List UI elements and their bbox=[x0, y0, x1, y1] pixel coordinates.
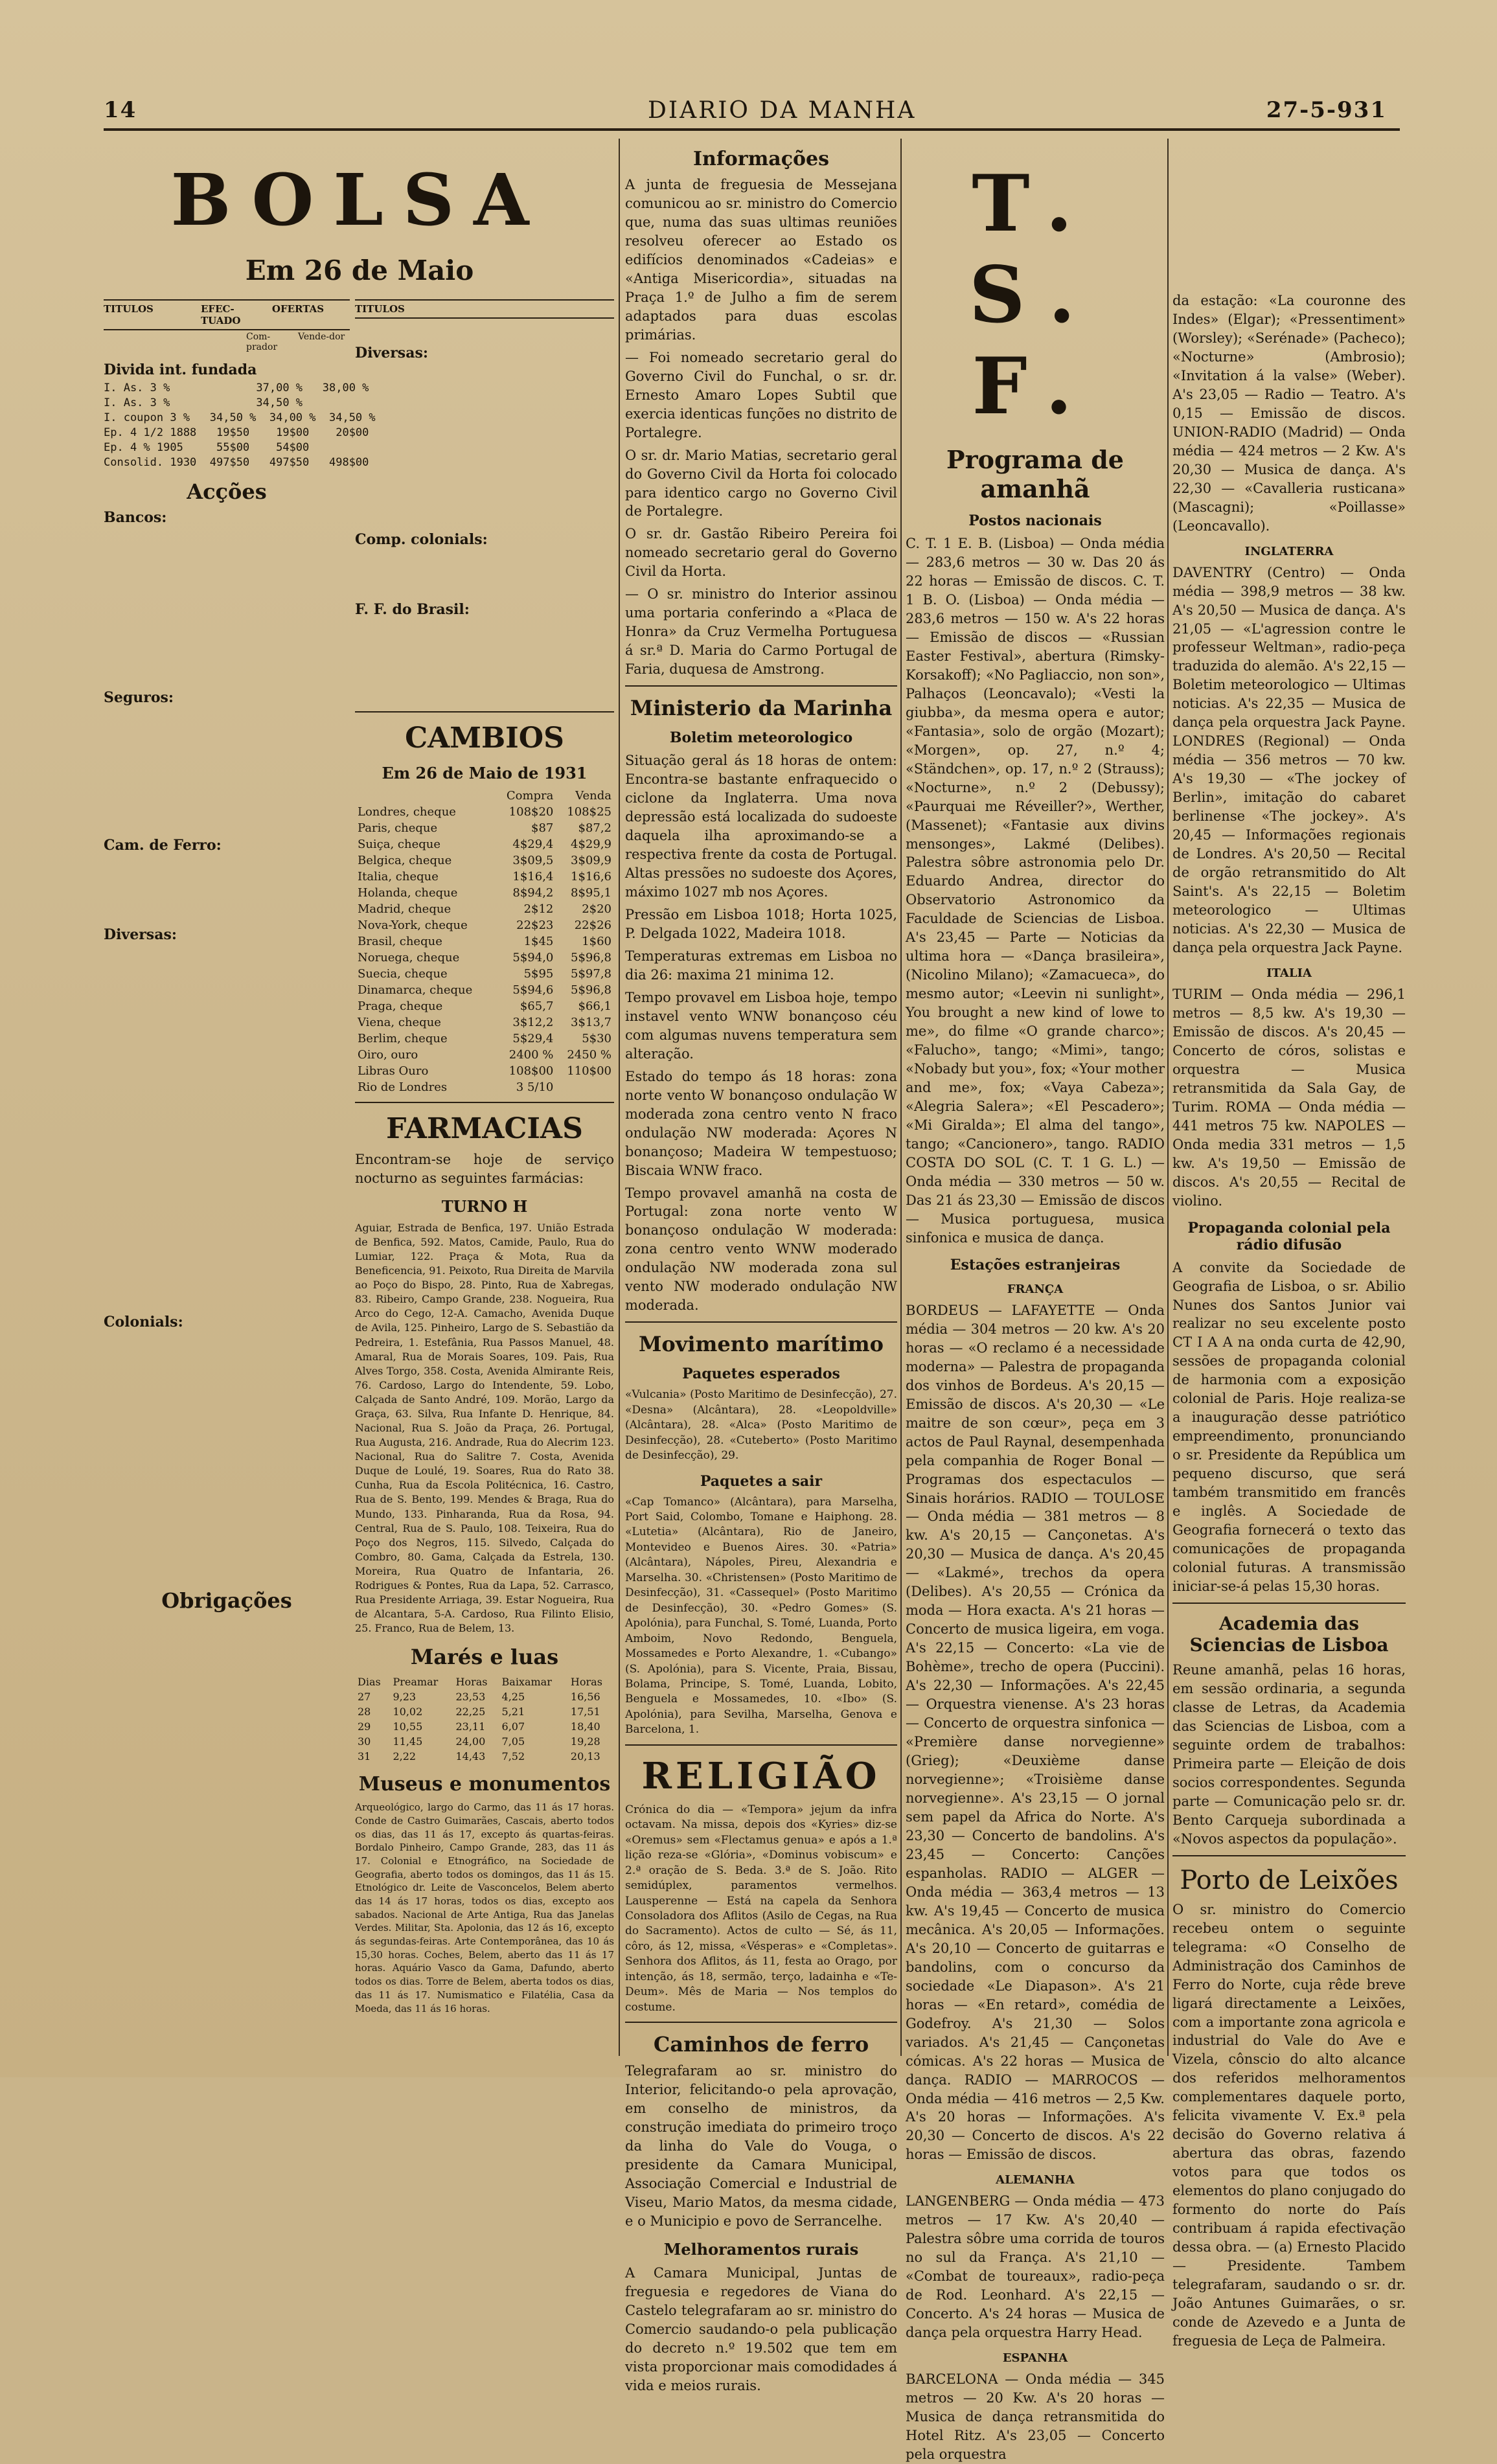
italia-text: TURIM — Onda média — 296,1 metros — 8,5 kw. A's 19,30 — Emissão de discos. A's 20,45 — Concerto de córos, solistas e orquestra — Musica retransmitida da Sala Gay, de Turim. ROMA — Onda média — 441 metros 75 kw. NAPOLES — Onda media 331 metros — 1,5 kw. A's 19,50 — Emissão de discos. A's 20,55 — Recital de violino. bbox=[1172, 986, 1406, 1209]
cambios-venda: 2$20 bbox=[582, 902, 611, 916]
cambios-row bbox=[355, 901, 614, 917]
cambios-compra: 8$94,2 bbox=[512, 886, 554, 900]
cambios-venda: 5$30 bbox=[582, 1032, 611, 1045]
informacoes-paragraph: O sr. dr. Mario Matias, secretario geral do Governo Civil da Horta foi colocado para identico cargo no Governo Civil de Portalegre. bbox=[625, 447, 897, 519]
cambios-compra: 1$45 bbox=[523, 935, 554, 948]
cambios-compra: 5$94,6 bbox=[512, 983, 554, 997]
cambios-table bbox=[355, 788, 614, 1095]
alemanha-heading: ALEMANHA bbox=[996, 2173, 1075, 2187]
marinha-paragraph: Situação geral ás 18 horas de ontem: Encontra-se bastante enfraquecido o ciclone da Inglaterra. Uma nova depressão está localizada do sudoeste daquela ilha aproximando-se a respectiva frente da costa de Portugal. Altas pressões no sudoeste dos Açores, máximo 1027 mb nos Açores. bbox=[625, 753, 897, 900]
informacoes-paragraph: — O sr. ministro do Interior assinou uma portaria conferindo a «Placa de Honra» da Cruz Vermelha Portuguesa á sr.ª D. Maria do Carmo Portugal de Faria, duquesa de Amstrong. bbox=[625, 586, 897, 678]
cambios-compra: 5$95 bbox=[523, 967, 554, 981]
academia-text: Reune amanhã, pelas 16 horas, em sessão ordinaria, a segunda classe de Letras, da Academia das Sciencias de Lisboa, com a seguinte ordem de trabalhos: Primeira parte — Eleição de dois socios correspondentes. Segunda parte — Comunicação pelo sr. dr. Bento Carqueja subordinada a «Novos aspectos da população». bbox=[1172, 1662, 1406, 1847]
informacoes-paragraph: O sr. dr. Gastão Ribeiro Pereira foi nomeado secretario geral do Governo Civil da Horta. bbox=[625, 526, 897, 580]
cam-ferro-block bbox=[104, 856, 350, 921]
section-rule bbox=[625, 685, 897, 687]
cambios-venda: 5$96,8 bbox=[571, 983, 611, 997]
mares-row bbox=[355, 1689, 614, 1704]
cambios-compra: 5$29,4 bbox=[512, 1032, 554, 1045]
cambios-row bbox=[355, 1047, 614, 1063]
section-rule bbox=[625, 2022, 897, 2023]
bolsa-right-table bbox=[355, 299, 614, 2019]
ff-brasil-heading: F. F. do Brasil: bbox=[355, 601, 470, 618]
bolsa-line: I. coupon 3 % 34,50 % 34,00 % 34,50 % bbox=[104, 411, 376, 424]
mares-col-horas: Horas bbox=[455, 1676, 488, 1689]
bolsa-column bbox=[104, 139, 615, 2056]
cambios-subtitle: Em 26 de Maio de 1931 bbox=[382, 764, 588, 782]
cambios-venda: 3$09,9 bbox=[571, 854, 611, 867]
cambios-currency: Noruega, cheque bbox=[358, 951, 460, 964]
cambios-currency: Suecia, cheque bbox=[358, 967, 448, 981]
mares-cell: 23,53 bbox=[455, 1691, 486, 1704]
cambios-venda: 1$60 bbox=[582, 935, 611, 948]
mares-row bbox=[355, 1734, 614, 1749]
mares-row bbox=[355, 1704, 614, 1719]
cambios-compra: 3 5/10 bbox=[516, 1080, 554, 1094]
diversas-heading: Diversas: bbox=[104, 926, 177, 943]
mares-table bbox=[355, 1674, 614, 1764]
cambios-compra: $87 bbox=[531, 821, 554, 835]
cambios-compra: $65,7 bbox=[520, 999, 554, 1013]
mares-cell: 7,05 bbox=[501, 1735, 525, 1748]
mares-cell: 17,51 bbox=[570, 1705, 600, 1718]
cambios-currency: Londres, cheque bbox=[358, 805, 456, 819]
marinha-paragraph: Temperaturas extremas em Lisboa no dia 26: maxima 21 minima 12. bbox=[625, 948, 897, 983]
cambios-venda: 108$25 bbox=[567, 805, 611, 819]
right-diversas-heading: Diversas: bbox=[355, 345, 428, 361]
propaganda-title: Propaganda colonial pela rádio difusão bbox=[1187, 1219, 1391, 1253]
seguros-heading: Seguros: bbox=[104, 689, 174, 706]
estrangeiras-heading: Estações estranjeiras bbox=[950, 1256, 1121, 1273]
cambios-row bbox=[355, 966, 614, 982]
cambios-row bbox=[355, 885, 614, 901]
section-rule bbox=[1172, 1855, 1406, 1856]
bolsa-table-header bbox=[104, 299, 350, 330]
sair-heading: Paquetes a sair bbox=[700, 1472, 823, 1490]
cambios-venda: 1$16,6 bbox=[571, 870, 611, 884]
leixoes-text: O sr. ministro do Comercio recebeu ontem o seguinte telegrama: «O Conselho de Administração dos Caminhos de Ferro do Norte, cuja rêde breve ligará directamente a Leixões, com a importante zona agricola e industrial do Vale do Ave e Vizela, cônscio do alto alcance dos referidos melhoramentos complementares daquele porto, felicita vivamente V. Ex.ª pela decisão do Governo relativa á abertura das obras, fazendo votos para que todos os elementos do plano conjugado do formento do norte do País contribuam á rapida efectivação dessa obra. — (a) Ernesto Placido — Presidente. Tambem telegrafaram, saudando o sr. dr. João Antunes Guimarães, o sr. conde de Azevedo e a Junta de freguesia de Leça de Palmeira. bbox=[1172, 1901, 1406, 2349]
cambios-row bbox=[355, 998, 614, 1014]
cambios-compra: 108$00 bbox=[509, 1064, 554, 1078]
tsf-title: T. S. F. bbox=[968, 158, 1102, 432]
bolsa-line: Ep. 4 1/2 1888 19$50 19$00 20$00 bbox=[104, 426, 369, 439]
mares-row bbox=[355, 1749, 614, 1764]
mares-cell: 20,13 bbox=[570, 1750, 600, 1763]
divida-heading: Divida int. fundada bbox=[104, 361, 257, 378]
cambios-compra: 2$12 bbox=[523, 902, 554, 916]
mares-col-horas: Horas bbox=[570, 1676, 602, 1689]
esperados-heading: Paquetes esperados bbox=[682, 1365, 840, 1383]
header-rule bbox=[104, 128, 1400, 131]
tsf-column bbox=[906, 139, 1165, 2462]
marinha-paragraph: Tempo provavel em Lisboa hoje, tempo instavel vento WNW bonançoso céu com algumas nuvens temperatura sem alteração. bbox=[625, 989, 897, 1062]
news-column bbox=[625, 139, 897, 2393]
right-col-titulos: TITULOS bbox=[355, 303, 405, 315]
cambios-compra: 108$20 bbox=[509, 805, 554, 819]
informacoes-paragraph: A junta de freguesia de Messejana comunicou ao sr. ministro do Comercio que, numa das suas ultimas reuniões resolveu oferecer ao Estado os edifícios denominados «Cadeias» e «Antiga Misericordia», situadas na Praça 1.º de Julho a fim de serem adaptados para duas escolas primárias. bbox=[625, 177, 897, 343]
column-divider bbox=[900, 139, 902, 2056]
mares-cell: 30 bbox=[358, 1735, 371, 1748]
melhoramentos-title: Melhoramentos rurais bbox=[663, 2239, 859, 2259]
accoes-heading: Acções bbox=[187, 479, 267, 504]
bolsa-line: I. As. 3 % 34,50 % bbox=[104, 396, 303, 409]
movimento-title: Movimento marítimo bbox=[638, 1332, 884, 1357]
colonials-heading: Colonials: bbox=[104, 1313, 183, 1330]
turno-heading: TURNO H bbox=[441, 1196, 528, 1216]
mares-cell: 10,02 bbox=[393, 1705, 423, 1718]
mares-cell: 2,22 bbox=[393, 1750, 417, 1763]
mares-cell: 7,52 bbox=[501, 1750, 525, 1763]
cambios-row bbox=[355, 917, 614, 933]
informacoes-paragraph: — Foi nomeado secretario geral do Governo Civil do Funchal, o sr. dr. Ernesto Amaro Lopes Subtil que exercia identicas funções no distrito de Portalegre. bbox=[625, 349, 897, 440]
mares-header-row bbox=[355, 1674, 614, 1689]
postos-text: C. T. 1 E. B. (Lisboa) — Onda média — 283,6 metros — 30 w. Das 20 ás 22 horas — Emissão de discos. C. T. 1 B. O. (Lisboa) — Onda média — 283,6 metros — 150 w. A's 22 horas — Emissão de discos — «Russian Easter Festival», abertura (Rimsky-Korsakoff); «No Pagliaccio, non son», Palhaços (Leoncavalo); «Vesti la giubba», da mesma opera e autor; «Fantasia», solo de orgão (Mozart); «Morgen», op. 27, n.º 4; «Ständchen», op. 17, n.º 2 (Strauss); «Nocturne», n.º 2 (Debussy); «Paurquai me Réveiller?», Werther, (Massenet); «Fantasie aux divins mensonges», Lakmé (Delibes). Palestra sôbre astronomia pelo Dr. Eduardo Andrea, director do Observatorio Astronomico da Faculdade de Sciencias de Lisboa. A's 23,45 — Parte — Noticias da ultima hora — «Dança brasileira», (Nicolino Milano); «Zamacueca», do mesmo autor; «Leevin ni sunlight», You brought a new kind of lowe to me», do filme «O grande charco»; «Falucho», tango; «Mimi», tango; «Nobady but you», fox; «Your mother and me», fox; «Vaya Cabeza»; «Alegria Salera»; «El Pescadero»; «Mi Giralda»; El alma del tango», tango; «Cancionero», tango. RADIO COSTA DO SOL (C. T. 1 G. L.) — Onda média — 330 metros — 50 w. Das 21 ás 23,30 — Emissão de discos — Musica portuguesa, musica sinfonica e musica de dança. bbox=[906, 536, 1165, 1246]
bancos-block bbox=[104, 529, 350, 684]
cambios-venda: 5$96,8 bbox=[571, 951, 611, 964]
cambios-row bbox=[355, 933, 614, 950]
cambios-currency: Paris, cheque bbox=[358, 821, 438, 835]
caminhos-title: Caminhos de ferro bbox=[653, 2032, 869, 2057]
col-vendedor: Vende-dor bbox=[298, 332, 345, 342]
cambios-compra: 2400 % bbox=[509, 1048, 554, 1062]
cambios-currency: Rio de Londres bbox=[358, 1080, 448, 1094]
mares-col-dias: Dias bbox=[358, 1676, 381, 1689]
cambios-col-venda: Venda bbox=[575, 789, 611, 803]
marinha-subtitle: Boletim meteorologico bbox=[669, 729, 853, 747]
mares-cell: 11,45 bbox=[393, 1735, 423, 1748]
franca-heading: FRANÇA bbox=[1007, 1282, 1064, 1296]
marinha-paragraph: Estado do tempo ás 18 horas: zona norte vento W bonançoso ondulação W moderada zona centro vento N fraco ondulação NW moderada: Açores N bonançoso; Madeira W tempestuoso; Biscaia WNW fraco. bbox=[625, 1068, 897, 1178]
cambios-venda: 110$00 bbox=[567, 1064, 611, 1078]
cambios-currency: Suiça, cheque bbox=[358, 838, 441, 851]
cambios-venda: 2450 % bbox=[567, 1048, 611, 1062]
section-rule bbox=[1172, 1603, 1406, 1604]
cambios-row bbox=[355, 950, 614, 966]
cambios-currency: Belgica, cheque bbox=[358, 854, 452, 867]
cambios-col-compra: Compra bbox=[506, 789, 554, 803]
mares-cell: 10,55 bbox=[393, 1720, 423, 1733]
mares-cell: 23,11 bbox=[455, 1720, 486, 1733]
column-divider bbox=[619, 139, 620, 2056]
marinha-paragraph: Pressão em Lisboa 1018; Horta 1025, P. Delgada 1022, Madeira 1018. bbox=[625, 906, 897, 941]
cambios-currency: Holanda, cheque bbox=[358, 886, 458, 900]
cambios-venda bbox=[556, 1079, 614, 1095]
museus-text: Arqueológico, largo do Carmo, das 11 ás 17 horas. Conde de Castro Guimarães, Cascais, aberto todos os dias, das 11 ás 17, excepto ás quartas-feiras. Bordalo Pinheiro, Campo Grande, 283, das 11 ás 17. Colonial e Etnográfico, na Sociedade de Geografia, aberto todos os domingos, das 11 ás 15. Etnológico dr. Leite de Vasconcelos, Belem aberto das 14 ás 17 horas, todos os dias, excepto aos sabados. Nacional de Arte Antiga, Rua das Janelas Verdes. Militar, Sta. Apolonia, das 12 ás 16, excepto ás segundas-feiras. Arte Contemporânea, das 10 ás 15,30 horas. Coches, Belem, aberto das 11 ás 17 horas. Aquário Vasco da Gama, Dafundo, aberto todos os dias. Torre de Belem, aberta todos os dias, das 11 ás 17. Numismatico e Filatélia, Casa da Moeda, das 11 ás 16 horas. bbox=[355, 1801, 614, 2014]
mares-cell: 18,40 bbox=[570, 1720, 600, 1733]
caminhos-text: Telegrafaram ao sr. ministro do Interior, felicitando-o pela aprovação, em conselho de ministros, da construção imediata do primeiro troço da linha do Vale do Vouga, o presidente da Camara Municipal, Associação Comercial e Industrial de Viseu, Mario Matos, da mesma cidade, e o Municipio e povo de Serrancelhe. bbox=[625, 2063, 897, 2229]
cambios-header-row bbox=[355, 788, 614, 804]
issue-date: 27-5-931 bbox=[1266, 97, 1387, 123]
cambios-venda: $87,2 bbox=[578, 821, 611, 835]
tsf-continued-column bbox=[1172, 139, 1406, 2349]
col4-text: da estação: «La couronne des Indes» (Elgar); «Pressentiment» (Worsley); «Serénade» (Pacheco); «Nocturne» (Ambrosio); «Invitation á la valse» (Weber). A's 23,05 — Radio — Teatro. A's 0,15 — Emissão de discos. UNION-RADIO (Madrid) — Onda média — 424 metros — 2 Kw. A's 20,30 — Musica de dança. A's 22,30 — «Cavalleria rusticana» (Mascagni); «Poillasse» (Leoncavallo). bbox=[1172, 293, 1406, 534]
cambios-venda: $66,1 bbox=[578, 999, 611, 1013]
mares-cell: 9,23 bbox=[393, 1691, 417, 1704]
cambios-currency: Viena, cheque bbox=[358, 1016, 441, 1029]
comp-colonials-heading: Comp. colonials: bbox=[355, 531, 488, 548]
col-ofertas: OFERTAS bbox=[271, 303, 325, 315]
cambios-currency: Praga, cheque bbox=[358, 999, 443, 1013]
mares-row bbox=[355, 1719, 614, 1734]
cambios-row bbox=[355, 1031, 614, 1047]
mares-cell: 22,25 bbox=[455, 1705, 486, 1718]
museus-title: Museus e monumentos bbox=[358, 1773, 611, 1796]
bancos-heading: Bancos: bbox=[104, 508, 167, 526]
religiao-title: RELIGIÃO bbox=[641, 1754, 881, 1797]
franca-text: BORDEUS — LAFAYETTE — Onda média — 304 metros — 20 kw. A's 20 horas — «O reclamo é a necessidade moderna» — Palestra de propaganda dos vinhos de Bordeus. A's 20,15 — Emissão de discos. A's 20,30 — «Le maitre de son cœur», peça em 3 actos de Paul Raynal, desempenhada pela companhia de Roger Bonal — Programas dos espectaculos — Sinais horários. RADIO — TOULOSE — Onda média — 381 metros — 8 kw. A's 20,15 — Cançonetas. A's 20,30 — Musica de dança. A's 20,45 — «Lakmé», trechos da opera (Delibes). A's 20,55 — Crónica da moda — Hora exacta. A's 21 horas — Concerto de musica ligeira, em voga. A's 22,15 — Concerto: «La vie de Bohème», trecho de opera (Puccini). A's 22,30 — Informações. A's 22,45 — Orquestra vienense. A's 23 horas — Concerto de orquestra sinfonica — «Première danse norvegienne» (Grieg); «Deuxième danse norvegienne»; «Troisième danse norvegienne». A's 23,15 — O jornal sem papel da Africa do Norte. A's 23,30 — Concerto de bandolins. A's 23,45 — Concerto: Canções espanholas. RADIO — ALGER — Onda média — 363,4 metros — 13 kw. A's 19,45 — Concerto de musica mecânica. A's 20,05 — Informações. A's 20,10 — Concerto de guitarras e bandolins, com o concurso da sociedade «Le Diapason». A's 21 horas — «En retard», comédia de Godefroy. A's 21,30 — Solos variados. A's 21,45 — Cançonetas cómicas. A's 22 horas — Musica de dança. RADIO — MARROCOS — Onda média — 416 metros — 2,5 Kw. A's 20 horas — Informações. A's 20,30 — Concerto de discos. A's 22 horas — Emissão de discos. bbox=[906, 1302, 1165, 2163]
mares-cell: 24,00 bbox=[455, 1735, 486, 1748]
leixoes-title: Porto de Leixões bbox=[1180, 1865, 1399, 1895]
cambios-currency: Libras Ouro bbox=[358, 1064, 429, 1078]
cambios-row bbox=[355, 982, 614, 998]
ff-brasil-block bbox=[355, 621, 614, 705]
section-rule bbox=[625, 1321, 897, 1323]
col-efectuado: EFEC-TUADO bbox=[201, 303, 241, 326]
postos-heading: Postos nacionais bbox=[968, 512, 1102, 529]
col-titulos: TITULOS bbox=[104, 303, 154, 315]
bolsa-line: Consolid. 1930 497$50 497$50 498$00 bbox=[104, 455, 369, 469]
bolsa-line: Ep. 4 % 1905 55$00 54$00 bbox=[104, 440, 310, 454]
cambios-row bbox=[355, 1063, 614, 1079]
obrigacoes-heading: Obrigações bbox=[161, 1588, 292, 1613]
newspaper-title: DIARIO DA MANHA bbox=[648, 97, 917, 124]
right-table-header bbox=[355, 299, 614, 319]
cambios-row bbox=[355, 852, 614, 869]
cambios-venda: 5$97,8 bbox=[571, 967, 611, 981]
comp-colonials-block bbox=[355, 551, 614, 596]
cambios-compra: 4$29,4 bbox=[512, 838, 554, 851]
melhoramentos-text: A Camara Municipal, Juntas de freguesia e regedores de Viana do Castelo telegrafaram ao sr. ministro do Comercio saudando-o pela publicação do decreto n.º 19.502 que tem em vista proporcionar mais comodidades á vida e meios rurais. bbox=[625, 2264, 897, 2393]
cambios-currency: Brasil, cheque bbox=[358, 935, 442, 948]
italia-heading: ITALIA bbox=[1266, 966, 1312, 980]
cambios-currency: Dinamarca, cheque bbox=[358, 983, 473, 997]
bolsa-line: I. As. 3 % 37,00 % 38,00 % bbox=[104, 382, 369, 394]
colonials-block bbox=[104, 1333, 350, 1579]
section-rule bbox=[355, 711, 614, 713]
cambios-venda: 22$26 bbox=[574, 918, 611, 932]
farmacias-text: Aguiar, Estrada de Benfica, 197. União Estrada de Benfica, 592. Matos, Camide, Paulo, Rua do Lumiar, 122. Praça & Mota, Rua da Beneficencia, 91. Peixoto, Rua Direita de Marvila ao Poço do Bispo, 28. Pinto, Rua de Xabregas, 83. Ribeiro, Campo Grande, 238. Nogueira, Rua Arco do Cego, 12-A. Camacho, Avenida Duque de Avila, 125. Pinheiro, Largo de S. Sebastião da Pedreira, 1. Estefânia, Rua Passos Manuel, 48. Amaral, Rua de Morais Soares, 109. Pais, Rua Alves Torgo, 358. Costa, Avenida Almirante Reis, 76. Cardoso, Largo do Intendente, 59. Lobo, Calçada de Santo André, 109. Morão, Largo da Graça, 63. Silva, Rua Infante D. Henrique, 84. Nacional, Rua S. João da Praça, 26. Portugal, Rua Augusta, 216. Andrade, Rua do Alecrim 123. Nacional, Rua do Salitre 7. Costa, Avenida Duque de Loulé, 19. Soares, Rua do Rato 38. Cunha, Rua da Escola Politécnica, 16. Castro, Rua de S. Bento, 199. Mendes & Braga, Rua do Mundo, 133. Pinharanda, Rua da Rosa, 94. Central, Rua de S. Paulo, 108. Teixeira, Rua do Poço dos Negros, 115. Silvedo, Calçada do Combro, 80. Gama, Calçada da Estrela, 130. Moreira, Rua Quatro de Infantaria, 26. Rodrigues & Pontes, Rua da Lapa, 52. Carrasco, Rua Presidente Arriaga, 39. Estar Nogueira, Rua de Alcantara, 5-A. Cardoso, Rua Filinto Elisio, 25. Franco, Rua de Belem, 13. bbox=[355, 1221, 614, 1635]
espanha-heading: ESPANHA bbox=[1002, 2351, 1068, 2366]
cambios-venda: 4$29,9 bbox=[571, 838, 611, 851]
cambios-compra: 1$16,4 bbox=[512, 870, 554, 884]
cambios-currency: Oiro, ouro bbox=[358, 1048, 418, 1062]
mares-cell: 27 bbox=[358, 1691, 371, 1704]
mares-cell: 28 bbox=[358, 1705, 371, 1718]
cambios-currency: Italia, cheque bbox=[358, 870, 439, 884]
cambios-compra: 22$23 bbox=[516, 918, 554, 932]
cambios-compra: 3$12,2 bbox=[512, 1016, 554, 1029]
mares-cell: 14,43 bbox=[455, 1750, 486, 1763]
mares-cell: 19,28 bbox=[570, 1735, 600, 1748]
farmacias-title: FARMACIAS bbox=[386, 1112, 583, 1145]
inglaterra-heading: INGLATERRA bbox=[1244, 544, 1334, 558]
cambios-row bbox=[355, 836, 614, 852]
cambios-row bbox=[355, 820, 614, 836]
col-comprador: Com-prador bbox=[246, 332, 278, 352]
section-rule bbox=[625, 1744, 897, 1746]
mares-col-baixamar: Baixamar bbox=[501, 1676, 552, 1689]
page-number: 14 bbox=[104, 97, 137, 123]
cambios-compra: 5$94,0 bbox=[512, 951, 554, 964]
cambios-row bbox=[355, 1014, 614, 1031]
mares-cell: 31 bbox=[358, 1750, 371, 1763]
cambios-row bbox=[355, 869, 614, 885]
cambios-compra: 3$09,5 bbox=[512, 854, 554, 867]
cambios-title: CAMBIOS bbox=[405, 722, 564, 755]
informacoes-title: Informações bbox=[693, 148, 829, 170]
mares-cell: 29 bbox=[358, 1720, 371, 1733]
mares-cell: 6,07 bbox=[501, 1720, 525, 1733]
alemanha-text: LANGENBERG — Onda média — 473 metros — 17 Kw. A's 20,40 — Palestra sôbre uma corrida de touros no sul da França. A's 21,10 — «Combat de toureaux», radio-peça de Rod. Leonhard. A's 22,15 — Concerto. A's 24 horas — Musica de dança pela orquestra Harry Head. bbox=[906, 2193, 1165, 2341]
inglaterra-text: DAVENTRY (Centro) — Onda média — 398,9 metros — 38 kw. A's 20,50 — Musica de dança. A's 21,05 — «L'agression contre le professeur Weltman», radio-peça traduzida do alemão. A's 22,15 — Boletim meteorologico — Ultimas noticias. A's 22,35 — Musica de dança pela orquestra Jack Payne. LONDRES (Regional) — Onda média — 356 metros — 70 kw. A's 19,30 — «The jockey of Berlin», imitação do cabaret berlinense «The jockey». A's 20,45 — Informações regionais de Londres. A's 20,50 — Recital de orgão retransmitido do Alt Saint's. A's 22,15 — Boletim meteorologico — Ultimas noticias. A's 22,30 — Musica de dança pela orquestra Jack Payne. bbox=[1172, 564, 1406, 955]
cambios-row bbox=[355, 804, 614, 820]
cambios-row bbox=[355, 1079, 614, 1095]
bolsa-title: BOLSA bbox=[170, 158, 549, 242]
diversas-block bbox=[104, 946, 350, 1308]
propaganda-text: A convite da Sociedade de Geografia de Lisboa, o sr. Abilio Nunes dos Santos Junior vai realizar no seu excelente posto CT I A A na onda curta de 42,90, sessões de propaganda colonial de harmonia com a exposição colonial de Paris. Hoje realiza-se a inauguração desse patriótico empreendimento, pronunciando o sr. Presidente da República um pequeno discurso, que será também transmitido em francês e inglês. A Sociedade de Geografia fornecerá o texto das comunicações de propaganda colonial futuras. A transmissão iniciar-se-á pelas 15,30 horas. bbox=[1172, 1259, 1406, 1595]
bolsa-subtitle: Em 26 de Maio bbox=[245, 255, 474, 286]
cam-ferro-heading: Cam. de Ferro: bbox=[104, 836, 222, 854]
mares-cell: 16,56 bbox=[570, 1691, 600, 1704]
cambios-venda: 3$13,7 bbox=[571, 1016, 611, 1029]
mares-cell: 4,25 bbox=[501, 1691, 525, 1704]
programa-title: Programa de amanhã bbox=[946, 445, 1124, 503]
esperados-text: «Vulcania» (Posto Maritimo de Desinfecção), 27. «Desna» (Alcântara), 28. «Leopoldville» (Alcântara), 28. «Alca» (Posto Maritimo de Desinfecção), 28. «Cuteberto» (Posto Maritimo de Desinfecção), 29. bbox=[625, 1388, 897, 1463]
marinha-paragraph: Tempo provavel amanhã na costa de Portugal: zona norte vento W bonançoso ondulação W moderada: zona centro vento WNW moderado ondulação NW moderada zona sul vento NW moderado ondulação NW moderada. bbox=[625, 1185, 897, 1314]
cambios-currency: Berlim, cheque bbox=[358, 1032, 448, 1045]
farmacias-intro: Encontram-se hoje de serviço nocturno as seguintes farmácias: bbox=[355, 1152, 614, 1186]
mares-cell: 5,21 bbox=[501, 1705, 525, 1718]
section-rule bbox=[355, 1102, 614, 1103]
bolsa-tables bbox=[104, 299, 615, 2019]
religiao-text: Crónica do dia — «Tempora» jejum da infra octavam. Na missa, depois dos «Kyries» diz-se «Oremus» sem «Flectamus genua» e após a 1.ª lição reza-se «Glória», «Dominus vobiscum» e 2.ª oração de S. Beda. 3.ª de S. João. Rito semidúplex, paramentos vermelhos. Lausperenne — Está na capela da Senhora Consoladora dos Aflitos (Asilo de Cegas, na Rua do Sacramento). Actos de culto — Sé, ás 11, côro, ás 12, missa, «Vésperas» e «Completas». Senhora dos Aflitos, ás 11, festa ao Orago, por intenção, ás 18, sermão, terço, ladainha e «Te-Deum». Mês de Maria — Nos templos do costume. bbox=[625, 1803, 897, 2014]
mares-col-preamar: Preamar bbox=[393, 1676, 439, 1689]
seguros-block bbox=[104, 709, 350, 832]
cambios-currency: Nova-York, cheque bbox=[358, 918, 468, 932]
cambios-currency: Madrid, cheque bbox=[358, 902, 451, 916]
sair-text: «Cap Tomanco» (Alcântara), para Marselha, Port Said, Colombo, Tomane e Haiphong. 28. «Lutetia» (Alcântara), Rio de Janeiro, Montevideo e Buenos Aires. 30. «Patria» (Alcântara), Nápoles, Pireu, Alexandria e Marselha. 30. «Christensen» (Posto Maritimo de Desinfecção), 31. «Cassequel» (Posto Maritimo de Desinfecção), 30. «Pedro Gomes» (S. Apolónia), para Funchal, S. Tomé, Luanda, Porto Amboim, Novo Redondo, Benguela, Mossamedes e Porto Alexandre, 1. «Cubango» (S. Apolónia), para S. Vicente, Praia, Bissau, Bolama, Principe, S. Tomé, Luanda, Lobito, Benguela e Mossamedes, 10. «Ibo» (S. Apolónia), para Sevilha, Marselha, Genova e Barcelona, 1. bbox=[625, 1495, 897, 1737]
academia-title: Academia das Sciencias de Lisboa bbox=[1189, 1613, 1389, 1656]
right-diversas-block bbox=[355, 364, 614, 526]
bolsa-subheader bbox=[104, 330, 350, 356]
marinha-title: Ministerio da Marinha bbox=[630, 696, 893, 721]
espanha-text: BARCELONA — Onda média — 345 metros — 20 Kw. A's 20 horas — Musica de dança retransmitida do Hotel Ritz. A's 23,05 — Concerto pela orquestra bbox=[906, 2371, 1165, 2462]
cambios-venda: 8$95,1 bbox=[571, 886, 611, 900]
column-divider bbox=[1167, 139, 1169, 2056]
mares-title: Marés e luas bbox=[410, 1645, 559, 1670]
